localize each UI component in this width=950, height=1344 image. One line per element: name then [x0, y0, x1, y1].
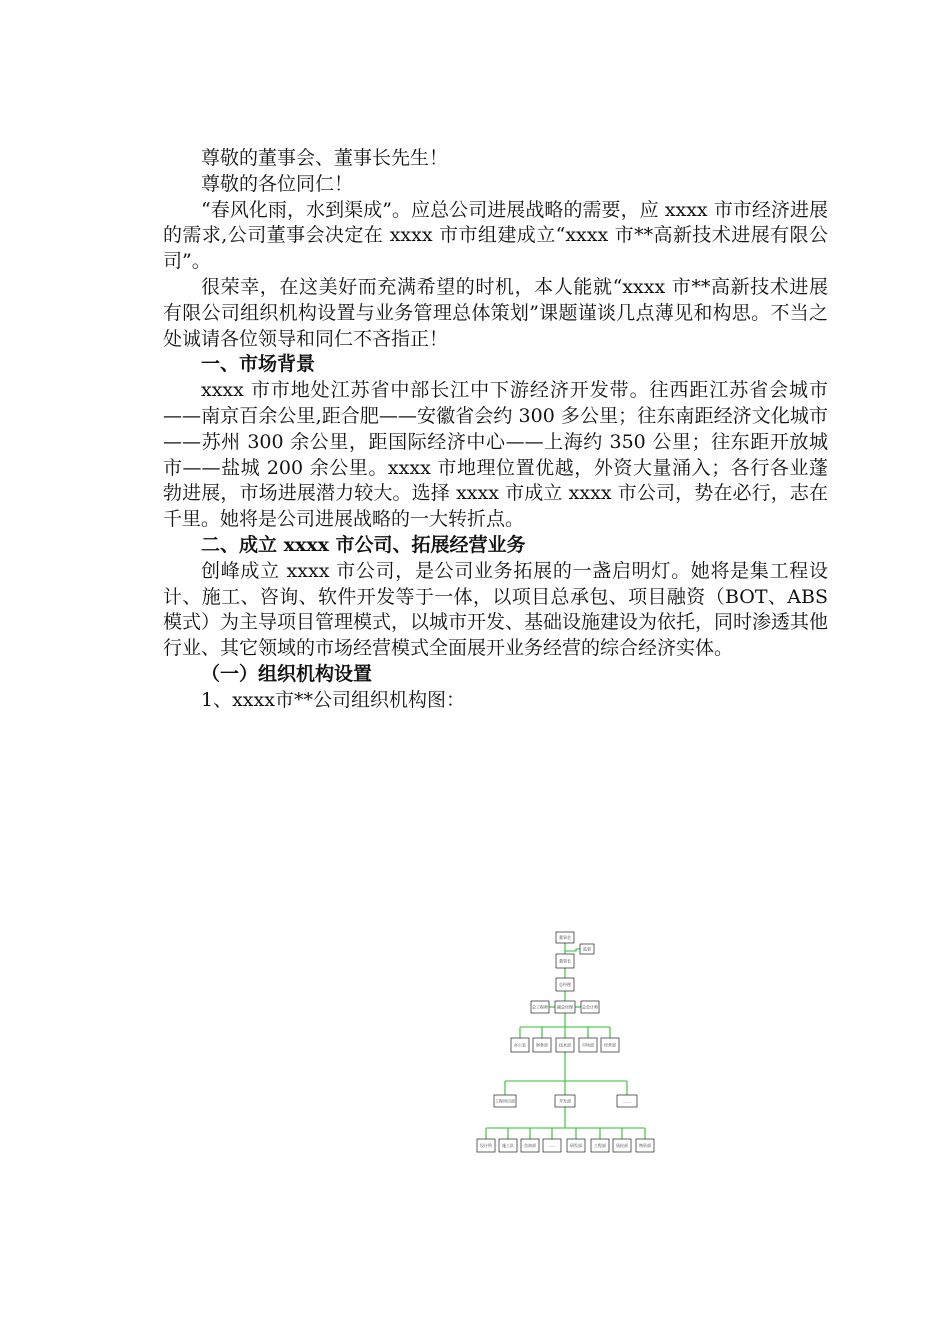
- svg-text:研发部: 研发部: [570, 1143, 582, 1148]
- svg-text:开发部: 开发部: [559, 1098, 571, 1104]
- svg-text:总会计师: 总会计师: [582, 1004, 598, 1010]
- svg-text:……: ……: [623, 1098, 631, 1104]
- svg-text:物资部: 物资部: [639, 1143, 651, 1148]
- paragraph: 创峰成立 xxxx 市公司，是公司业务拓展的一盏启明灯。她将是集工程设计、施工、咨询、软件开发等于一体，以项目总承包、项目融资（BOT、ABS 模式）为主导项目管理模式，以城市开发、基础设施建设为依托，同时渗透其他行业、其它领域的市场经营模式全面展开业务经营的综合经济实体。: [163, 559, 829, 660]
- org-node-consulting: [521, 1139, 539, 1152]
- section-heading: 一、市场背景: [201, 353, 316, 376]
- paragraph: 很荣幸，在这美好而充满希望的时机，本人能就“xxxx 市**高新技术进展有限公司组织机构设置与业务管理总体策划”课题谨谈几点薄见和构思。不当之处诚请各位领导和同仁不吝指正！: [163, 275, 828, 350]
- paragraph: 尊敬的董事会、董事长先生！: [201, 147, 449, 169]
- org-node-etc-2: [543, 1139, 561, 1152]
- svg-text:办公室: 办公室: [514, 1042, 526, 1048]
- org-node-office: [511, 1038, 529, 1052]
- org-node-project-dept: [494, 1095, 516, 1107]
- svg-text:工程项目部: 工程项目部: [495, 1098, 515, 1104]
- svg-text:总工程师: 总工程师: [532, 1004, 548, 1010]
- svg-text:施工队: 施工队: [502, 1143, 514, 1148]
- org-node-chief-accountant: [581, 1001, 599, 1013]
- org-node-tech: [556, 1038, 574, 1052]
- org-node-operations: [601, 1038, 619, 1052]
- org-chart: [470, 925, 670, 1157]
- paragraph: “春风化雨，水到渠成”。应总公司进展战略的需要，应 xxxx 市市经济进展的需求,公司董事会决定在 xxxx 市市组建成立“xxxx 市**高新技术进展有限公司”。: [163, 198, 828, 273]
- org-node-development: [555, 1095, 575, 1107]
- org-node-etc-1: [617, 1095, 637, 1107]
- document-body: [163, 146, 828, 714]
- svg-text:经营部: 经营部: [604, 1042, 616, 1048]
- svg-text:技术部: 技术部: [559, 1042, 571, 1048]
- svg-text:质检部: 质检部: [616, 1143, 628, 1148]
- org-node-construction: [499, 1139, 517, 1152]
- org-node-market: [579, 1038, 597, 1052]
- org-node-chief-engineer: [531, 1001, 549, 1013]
- svg-text:财务部: 财务部: [536, 1042, 548, 1048]
- org-node-deputy-gm: [555, 1001, 575, 1013]
- org-node-quality: [613, 1139, 631, 1152]
- org-node-chairman: [556, 954, 574, 968]
- org-node-board: [556, 932, 574, 943]
- svg-text:董事会: 董事会: [559, 935, 571, 940]
- svg-text:董事长: 董事长: [559, 958, 571, 964]
- org-node-general-manager: [556, 978, 574, 991]
- svg-text:设计所: 设计所: [480, 1143, 492, 1148]
- paragraph: 尊敬的各位同仁！: [201, 172, 354, 195]
- svg-text:总经理: 总经理: [559, 982, 571, 987]
- section-heading: （一）组织机构设置: [201, 662, 373, 685]
- svg-text:副总经理: 副总经理: [557, 1004, 573, 1010]
- svg-text:……: ……: [548, 1143, 556, 1148]
- svg-text:市场部: 市场部: [582, 1042, 594, 1048]
- org-node-supervisor: [580, 944, 594, 954]
- section-heading: 二、成立 xxxx 市公司、拓展经营业务: [201, 533, 526, 556]
- org-node-rnd: [567, 1139, 585, 1152]
- svg-text:咨询部: 咨询部: [524, 1143, 536, 1148]
- org-node-materials: [636, 1139, 654, 1152]
- org-node-design: [477, 1139, 495, 1152]
- paragraph: 1、xxxx市**公司组织机构图：: [201, 688, 465, 711]
- org-node-engineering: [591, 1139, 609, 1152]
- svg-text:工程部: 工程部: [594, 1143, 606, 1148]
- paragraph: xxxx 市市地处江苏省中部长江中下游经济开发带。往西距江苏省会城市——南京百余公里,距合肥——安徽省会约 300 多公里；往东南距经济文化城市——苏州 300 余公里，距国际经济中心——上海约 350 公里；往东距开放城市——盐城 200 余公里。xxxx 市地理位置优越，外资大量涌入；各行各业蓬勃进展，市场进展潜力较大。选择 xxxx 市成立 xxxx 市公司，势在必行，志在千里。她将是公司进展战略的一大转折点。: [163, 379, 828, 531]
- org-node-finance: [533, 1038, 551, 1052]
- svg-text:监事: 监事: [583, 946, 591, 952]
